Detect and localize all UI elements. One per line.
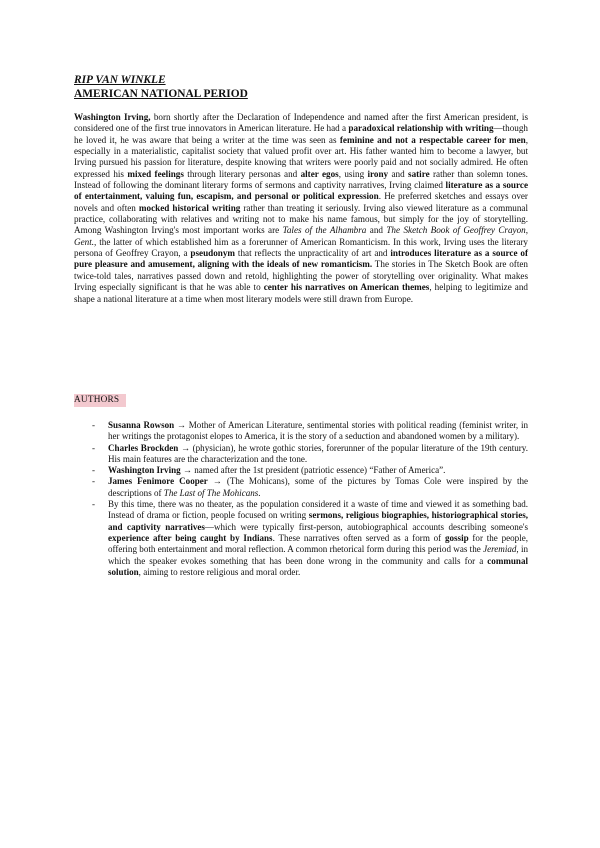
paragraph-text: , especially in a materialistic, capitalist society that valued profit over art. His father wanted him to become a lawyer, but Irving pursued his passion for literature, despite knowing that writers were poorly paid and not socially admired. He often expressed his [74, 134, 529, 179]
bold-text: pseudonym [190, 248, 236, 259]
list-text: , aiming to restore religious and moral order. [138, 566, 301, 577]
bold-text: paradoxical relationship with writing [348, 123, 494, 134]
list-dash: - [92, 442, 96, 453]
author-name: Charles Brockden [108, 442, 179, 453]
authors-list [92, 420, 528, 578]
bold-text: alter egos [300, 168, 339, 179]
bold-text: Washington Irving, [74, 112, 151, 122]
list-item [92, 476, 528, 499]
author-description: . [258, 487, 261, 498]
list-item [92, 465, 528, 476]
italic-title: Tales of the Alhambra [282, 225, 367, 236]
author-name: James Fenimore Cooper [108, 476, 208, 487]
italic-title: The Last of The Mohicans [163, 487, 259, 498]
paragraph-text: —though he loved it, he was aware that being a writer at the time was seen as [74, 123, 528, 145]
bold-text: mocked historical writing [138, 202, 241, 213]
list-dash: - [92, 499, 96, 510]
paragraph-text: , using [338, 168, 368, 179]
author-description: named after the 1st president (patriotic essence) “Father of America”. [194, 465, 446, 476]
arrow: → [207, 476, 227, 487]
arrow: → [174, 420, 189, 430]
paragraph-text: rather than solemn tones. Instead of following the dominant literary forms of sermons and captivity narratives, Irving claimed [74, 168, 528, 191]
author-description: (physician), he wrote gothic stories, forerunner of the popular literature of the 19th century. His main features are the characterization and the tone. [108, 442, 528, 464]
paragraph-text: through literary personas and [183, 168, 301, 179]
list-item [92, 443, 528, 466]
bold-text: gossip [444, 532, 469, 543]
paragraph-text: . He preferred sketches and essays over novels and often [74, 191, 528, 213]
bold-text: sermons, religious biographies, historiographical stories, and captivity narratives [108, 510, 528, 532]
list-text: for the people, offering both entertainment and moral reflection. A common rhetorical form during this period was the [108, 532, 528, 555]
bold-text: mixed feelings [127, 168, 184, 179]
list-dash: - [92, 476, 96, 487]
authors-heading: AUTHORS [74, 394, 126, 407]
author-description: (The Mohicans), some of the pictures by Tomas Cole were inspired by the descriptions of [108, 476, 528, 498]
list-item [92, 420, 528, 443]
author-description: Mother of American Literature, sentimental stories with political reading (feminist writer, in her writings the protagonist elopes to America, it is the story of a seduction and abandoned women by a military). [108, 420, 528, 442]
bold-text: center his narratives on American themes [263, 282, 430, 293]
italic-title: The Sketch Book of Geoffrey Crayon, Gent., [74, 225, 528, 247]
list-text: —which were typically first-person, autobiographical accounts describing someone's [204, 521, 529, 532]
paragraph-text: born shortly after the Declaration of Independence and named after the first American president, is considered one of the first true innovators in American literature. He had a [74, 112, 529, 134]
bold-text: feminine and not a respectable career for men [339, 134, 526, 145]
paragraph-text: rather than treating it seriously. Irving also viewed literature as a communal practice, collaborating with relatives and writing not to make his name famous, but simply for the joy of storytelling. Among Washington Irving's most important works are [74, 202, 529, 236]
intro-paragraph [74, 112, 528, 305]
paragraph-text: and [366, 225, 387, 236]
list-item [92, 499, 528, 578]
bold-text: introduces literature as a source of pure pleasure and amusement, aligning with the ideals of new romanticism. [74, 248, 528, 270]
list-dash: - [92, 420, 96, 430]
bold-text: experience after being caught by Indians [108, 532, 273, 543]
arrow: → [180, 465, 195, 476]
list-dash: - [92, 465, 96, 476]
paragraph-text: The stories in The Sketch Book are often twice-told tales, narratives passed down and retold, highlighting the power of storytelling over originality. What makes Irving especially significant is that he was able to [74, 259, 528, 293]
paragraph-text: and [388, 168, 409, 179]
author-name: Susanna Rowson [108, 420, 175, 430]
document-title: RIP VAN WINKLE [74, 74, 166, 86]
section-title: AMERICAN NATIONAL PERIOD [74, 88, 248, 100]
bold-text: irony [367, 168, 389, 179]
bold-text: communal solution [108, 555, 528, 577]
list-text: . These narratives often served as a form of [272, 532, 445, 543]
paragraph-text: the latter of which established him as a forerunner of American Romanticism. In this work, Irving uses the literary persona of Geoffrey Crayon, a [74, 236, 528, 259]
paragraph-text: that reflects the unpracticality of art and [235, 248, 391, 259]
arrow: → [178, 442, 193, 453]
italic-term: Jeremiad [483, 544, 517, 555]
bold-text: literature as a source of entertainment, valuing fun, escapism, and personal or political expression [74, 180, 528, 202]
list-text: By this time, there was no theater, as the population considered it a waste of time and viewed it as something bad. Instead of drama or fiction, people focused on writing [108, 499, 528, 521]
list-text: , in which the speaker evokes something that has been done wrong in the community and calls for a [108, 544, 529, 566]
bold-text: satire [408, 168, 430, 179]
paragraph-text: , helping to legitimize and shape a national literature at a time when most literary models were still drawn from Europe. [74, 282, 528, 304]
author-name: Washington Irving [108, 465, 181, 476]
